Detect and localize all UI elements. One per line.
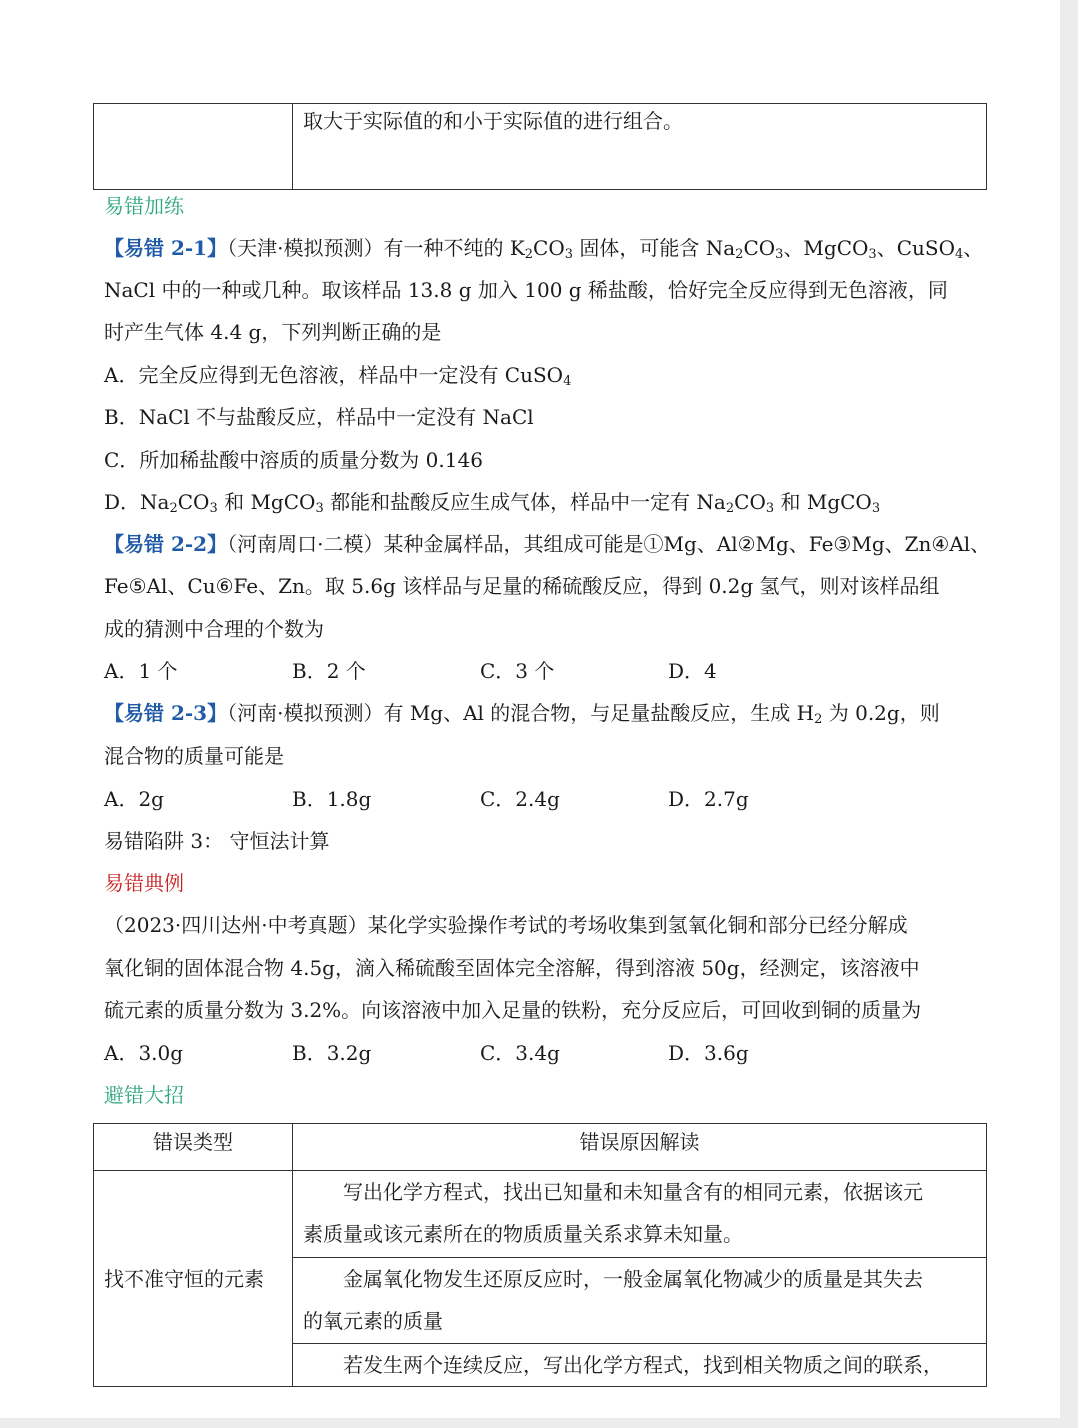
- q2-line3: 成的猜测中合理的个数为: [104, 617, 324, 641]
- header-reason: 错误原因解读: [293, 1124, 987, 1171]
- q2-option: A．1 个: [104, 659, 178, 683]
- reason-2: 金属氧化物发生还原反应时，一般金属氧化物减少的质量是其失去 的氧元素的质量: [293, 1258, 987, 1344]
- example-line2: 氧化铜的固体混合物 4.5g，滴入稀硫酸至固体完全溶解，得到溶液 50g，经测定，该溶液中: [104, 956, 920, 980]
- example-option: D．3.6g: [668, 1041, 749, 1065]
- q2-option: D．4: [668, 659, 717, 683]
- q3-options: [104, 786, 749, 812]
- reason-1: 写出化学方程式，找出已知量和未知量含有的相同元素，依据该元 素质量或该元素所在的物质质量关系求算未知量。: [293, 1171, 987, 1258]
- q1-line1: 【易错 2-1】（天津·模拟预测）有一种不纯的 $K_2CO_3$ 固体，可能含 $Na_2CO_3$、MgCO$_3$、CuSO$_4$、: [104, 236, 984, 262]
- avoid-heading: 避错大招: [104, 1083, 184, 1107]
- example-option: C．3.4g: [480, 1041, 560, 1065]
- q1-option-a: A．完全反应得到无色溶液，样品中一定没有 CuSO$_4$: [104, 363, 572, 389]
- top-table-left-cell: [94, 104, 293, 190]
- q1-line3: 时产生气体 4.4 g，下列判断正确的是: [104, 320, 442, 344]
- q3-option: C．2.4g: [480, 787, 560, 811]
- q2-option: B．2 个: [292, 659, 366, 683]
- q3-tag: 【易错 2-3】: [104, 701, 228, 725]
- q1-line2: NaCl 中的一种或几种。取该样品 13.8 g 加入 100 g 稀盐酸，恰好完全反应得到无色溶液，同: [104, 278, 948, 302]
- header-type: 错误类型: [94, 1124, 293, 1171]
- q2-option: C．3 个: [480, 659, 555, 683]
- q1-option-d: D．$Na_2CO_3$ 和 MgCO$_3$ 都能和盐酸反应生成气体，样品中一定有 $Na_2CO_3$ 和 MgCO$_3$: [104, 490, 881, 516]
- example-option: A．3.0g: [104, 1041, 184, 1065]
- q1-option-b: B．NaCl 不与盐酸反应，样品中一定没有 NaCl: [104, 405, 534, 429]
- example-options: [104, 1040, 749, 1066]
- q2-line1: 【易错 2-2】（河南周口·二模）某种金属样品，其组成可能是①Mg、Al②Mg、Fe③Mg、Zn④Al、: [104, 532, 991, 556]
- q3-line1: 【易错 2-3】（河南·模拟预测）有 Mg、Al 的混合物，与足量盐酸反应，生成 $H_2$ 为 0.2g，则: [104, 701, 940, 727]
- trap3-title: 易错陷阱 3： 守恒法计算: [104, 829, 330, 853]
- example-line1: （2023·四川达州·中考真题）某化学实验操作考试的考场收集到氢氧化铜和部分已经分解成: [104, 913, 908, 937]
- example-line3: 硫元素的质量分数为 3.2%。向该溶液中加入足量的铁粉，充分反应后，可回收到铜的质量为: [104, 998, 922, 1022]
- practice-heading: 易错加练: [104, 194, 184, 218]
- top-table-text-cell: [293, 104, 987, 190]
- reason-3: 若发生两个连续反应，写出化学方程式，找到相关物质之间的联系，: [293, 1344, 987, 1387]
- q2-options: [104, 658, 717, 684]
- q3-option: D．2.7g: [668, 787, 749, 811]
- q3-option: A．2g: [104, 787, 164, 811]
- example-option: B．3.2g: [292, 1041, 372, 1065]
- q1-option-c: C．所加稀盐酸中溶质的质量分数为 0.146: [104, 448, 483, 472]
- typical-heading: 易错典例: [104, 871, 184, 895]
- q3-option: B．1.8g: [292, 787, 372, 811]
- q1-tag: 【易错 2-1】: [104, 236, 228, 260]
- top-table: [93, 103, 987, 190]
- top-table-text: 取大于实际值的和小于实际值的进行组合。: [303, 109, 683, 133]
- q2-line2: Fe⑤Al、Cu⑥Fe、Zn。取 5.6g 该样品与足量的稀硫酸反应，得到 0.2g 氢气，则对该样品组: [104, 574, 940, 598]
- q2-tag: 【易错 2-2】: [104, 532, 228, 556]
- error-table: [93, 1123, 987, 1387]
- q3-line2: 混合物的质量可能是: [104, 744, 284, 768]
- row-type-cell: 找不准守恒的元素: [94, 1171, 293, 1387]
